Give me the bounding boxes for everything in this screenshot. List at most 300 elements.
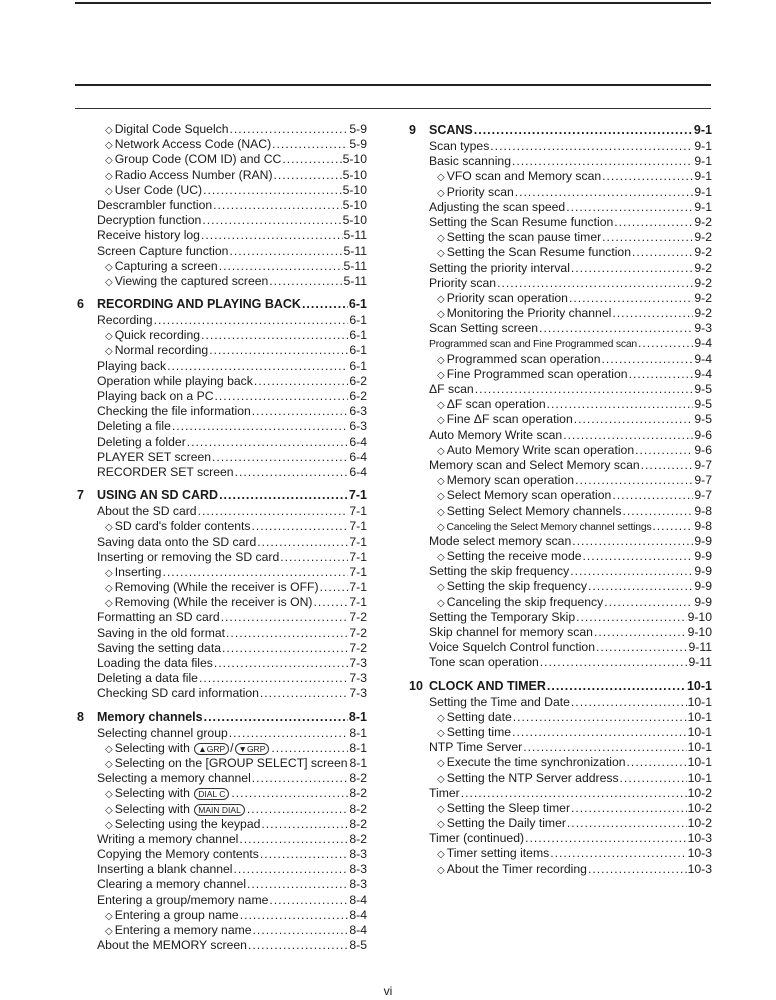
entry-page: 9-10: [687, 609, 712, 624]
toc-column-left: [77, 122, 367, 960]
entry-title: [97, 832, 238, 847]
entry-page: 9-3: [694, 321, 712, 336]
entry-label: Auto Memory Write scan operation: [446, 442, 635, 457]
entry-title: [437, 397, 546, 413]
entry-label: Priority scan: [429, 275, 497, 290]
toc-entry[interactable]: [409, 458, 712, 473]
dot-leader: [566, 200, 693, 215]
entry-page: 6-1: [349, 358, 367, 373]
dot-leader: [230, 122, 349, 137]
entry-page: 7-1: [349, 504, 367, 519]
toc-entry[interactable]: [77, 923, 367, 938]
toc-entry[interactable]: [77, 465, 367, 480]
toc-entry[interactable]: [77, 228, 367, 243]
entry-page: 9-7: [694, 457, 712, 472]
toc-entry[interactable]: [409, 816, 712, 831]
toc-entry[interactable]: [77, 374, 367, 389]
entry-page: 7-1: [349, 564, 367, 579]
toc-entry[interactable]: [409, 862, 712, 877]
toc-entry[interactable]: [409, 397, 712, 412]
entry-title: [429, 382, 474, 397]
dot-leader: [260, 686, 348, 701]
toc-entry[interactable]: [409, 291, 712, 306]
toc-entry[interactable]: [77, 359, 367, 374]
toc-entry[interactable]: [77, 535, 367, 550]
dot-leader: [602, 169, 693, 184]
toc-entry[interactable]: [409, 276, 712, 291]
toc-entry[interactable]: [409, 846, 712, 861]
toc-entry[interactable]: [77, 641, 367, 656]
toc-entry[interactable]: [77, 419, 367, 434]
entry-page: 10-1: [687, 694, 712, 709]
entry-label: Fine ΔF scan operation: [446, 412, 573, 427]
entry-title: [429, 337, 637, 352]
entry-page: 5-11: [343, 243, 367, 258]
entry-page: 5-10: [342, 182, 367, 197]
entry-title: [437, 306, 611, 322]
entry-label: Basic scanning: [429, 154, 511, 169]
entry-page: 5-11: [343, 258, 367, 273]
dot-leader: [239, 832, 348, 847]
dot-leader: [187, 435, 349, 450]
toc-entry[interactable]: [409, 352, 712, 367]
entry-page: 9-9: [694, 533, 712, 548]
entry-page: 5-10: [342, 197, 367, 212]
entry-page: 10-2: [687, 800, 712, 815]
diamond-bullet-icon: ◇: [105, 125, 113, 136]
entry-page: 5-10: [342, 213, 367, 228]
entry-label: Setting the Sleep timer: [446, 800, 571, 815]
entry-title: [437, 443, 634, 459]
entry-title: [437, 520, 651, 535]
diamond-bullet-icon: ◇: [105, 331, 113, 343]
entry-label: Copying the Memory contents: [97, 847, 259, 862]
toc-entry[interactable]: [77, 389, 367, 404]
dot-leader: [572, 534, 693, 549]
entry-page: 7-3: [349, 671, 367, 686]
toc-entry[interactable]: [77, 328, 367, 343]
toc-entry[interactable]: [409, 549, 712, 564]
toc-entry[interactable]: [77, 435, 367, 450]
entry-label: Priority scan: [446, 184, 514, 199]
entry-label: Radio Access Number (RAN): [114, 167, 273, 182]
entry-label: Timer setting items: [446, 846, 550, 861]
dot-leader: [209, 343, 348, 358]
entry-title: [105, 741, 270, 757]
entry-title: [429, 695, 570, 710]
toc-entry[interactable]: [409, 564, 712, 579]
entry-title: [437, 352, 600, 368]
entry-title: [437, 710, 512, 726]
dot-leader: [569, 291, 693, 306]
toc-entry[interactable]: [409, 710, 712, 725]
dot-leader: [512, 154, 693, 169]
toc-entry[interactable]: [77, 198, 367, 213]
entry-label: Loading the data files: [97, 656, 213, 670]
dot-leader: [269, 893, 348, 908]
entry-label: Select Memory scan operation: [446, 488, 612, 503]
dot-leader: [567, 816, 687, 831]
entry-page: 7-1: [349, 534, 367, 549]
entry-title: [105, 756, 348, 772]
toc-entry[interactable]: [77, 183, 367, 198]
entry-page: 9-10: [687, 625, 712, 639]
entry-label: Selecting channel group: [97, 725, 228, 740]
toc-entry[interactable]: [77, 168, 367, 183]
toc-entry[interactable]: [409, 655, 712, 670]
toc-entry[interactable]: [77, 656, 367, 671]
entry-label: About the Timer recording: [446, 861, 587, 876]
entry-title: [97, 862, 233, 877]
toc-entry[interactable]: [409, 695, 712, 710]
entry-page: 7-1: [349, 519, 367, 534]
toc-entry[interactable]: [409, 610, 712, 625]
toc-entry[interactable]: [409, 786, 712, 801]
entry-title: [97, 313, 153, 328]
toc-entry[interactable]: [77, 726, 367, 741]
dot-leader: [602, 230, 693, 245]
entry-title: [437, 549, 582, 565]
dot-leader: [235, 465, 349, 480]
entry-page: 8-1: [349, 755, 368, 770]
entry-title: [105, 343, 208, 359]
entry-title: [429, 655, 539, 670]
toc-entry[interactable]: [77, 686, 367, 701]
entry-label: Memory scan operation: [446, 473, 575, 488]
entry-page: 9-4: [694, 336, 712, 351]
toc-entry[interactable]: [77, 519, 367, 534]
toc-entry[interactable]: [77, 817, 367, 832]
entry-label: Memory scan and Select Memory scan: [429, 457, 640, 472]
entry-page: 7-1: [349, 549, 367, 564]
dot-leader: [212, 450, 348, 465]
toc-entry[interactable]: [77, 893, 367, 908]
toc-entry[interactable]: [409, 261, 712, 276]
toc-entry[interactable]: [409, 519, 712, 534]
diamond-bullet-icon: ◇: [437, 506, 445, 518]
entry-page: 9-9: [694, 594, 712, 609]
toc-entry[interactable]: [77, 938, 367, 953]
entry-label: Removing (While the receiver is ON): [114, 595, 313, 610]
entry-page: 10-1: [687, 709, 712, 724]
entry-title: [429, 428, 562, 443]
entry-label: VFO scan and Memory scan: [446, 169, 602, 184]
toc-entry[interactable]: [77, 137, 367, 152]
toc-entry[interactable]: [409, 771, 712, 786]
entry-title: [105, 923, 252, 939]
entry-page: 6-4: [349, 434, 367, 449]
diamond-bullet-icon: ◇: [105, 276, 113, 288]
diamond-bullet-icon: ◇: [437, 712, 445, 724]
entry-title: [105, 519, 250, 535]
toc-entry[interactable]: [77, 259, 367, 274]
entry-page: 6-2: [349, 373, 367, 388]
toc-entry[interactable]: [409, 185, 712, 200]
toc-section-heading[interactable]: [77, 296, 367, 313]
toc-entry[interactable]: [409, 443, 712, 458]
entry-title: [97, 656, 213, 671]
dot-leader: [201, 328, 348, 343]
entry-label: Removing (While the receiver is OFF): [114, 580, 319, 595]
toc-entry[interactable]: [409, 504, 712, 519]
entry-page: 6-1: [349, 328, 367, 343]
toc-section-heading[interactable]: [77, 487, 367, 504]
toc-entry[interactable]: [409, 200, 712, 215]
entry-title: [429, 321, 538, 336]
dot-leader: [231, 786, 348, 801]
toc-entry[interactable]: [77, 877, 367, 892]
diamond-bullet-icon: ◇: [105, 598, 113, 610]
toc-entry[interactable]: [77, 847, 367, 862]
entry-label: Normal recording: [114, 343, 209, 358]
toc-entry[interactable]: [77, 610, 367, 625]
entry-label: Setting the skip frequency: [446, 579, 587, 594]
entry-title: [105, 786, 230, 802]
toc-entry[interactable]: [409, 169, 712, 184]
entry-page: 9-6: [694, 427, 712, 442]
page-number: vi: [383, 984, 393, 998]
entry-page: 10-1: [687, 724, 712, 739]
entry-title: [97, 641, 221, 656]
entry-page: 8-3: [349, 847, 367, 862]
toc-entry[interactable]: [77, 504, 367, 519]
entry-label: Setting time: [446, 724, 512, 739]
entry-title: [437, 579, 587, 595]
toc-entry[interactable]: [409, 230, 712, 245]
entry-page: 9-2: [694, 230, 712, 245]
entry-title: [97, 244, 228, 259]
dot-leader: [201, 228, 343, 243]
dot-leader: [214, 656, 349, 671]
entry-title: [105, 595, 312, 611]
toc-entry[interactable]: [77, 313, 367, 328]
dot-leader: [629, 367, 694, 382]
entry-title: [437, 473, 574, 489]
entry-label: About the MEMORY screen: [97, 938, 247, 953]
toc-entry[interactable]: [77, 862, 367, 877]
entry-page: 6-3: [349, 419, 367, 434]
toc-entry[interactable]: [77, 404, 367, 419]
entry-label: Entering a group/memory name: [97, 892, 269, 907]
dot-leader: [570, 564, 693, 579]
entry-page: 8-4: [349, 923, 367, 937]
toc-entry[interactable]: [77, 580, 367, 595]
entry-label: Selecting with: [114, 801, 190, 816]
entry-label: Setting the Scan Resume function: [429, 214, 614, 229]
section-number: 9: [409, 123, 416, 137]
toc-entry[interactable]: [77, 626, 367, 641]
toc-entry[interactable]: [409, 831, 712, 846]
entry-label: Playing back on a PC: [97, 389, 214, 403]
toc-entry[interactable]: [409, 321, 712, 336]
diamond-bullet-icon: ◇: [105, 743, 113, 755]
section-number: 7: [77, 488, 84, 503]
toc-entry[interactable]: [409, 579, 712, 594]
entry-label: Skip channel for memory scan: [429, 625, 593, 639]
entry-page: 9-2: [694, 214, 712, 229]
dot-leader: [154, 313, 349, 328]
diamond-bullet-icon: ◇: [105, 583, 113, 595]
entry-label: Selecting using the keypad: [114, 816, 261, 831]
dot-leader: [596, 640, 688, 655]
diamond-bullet-icon: ◇: [437, 293, 445, 305]
toc-section-heading[interactable]: [409, 678, 712, 695]
toc-entry[interactable]: [77, 786, 367, 801]
diamond-bullet-icon: ◇: [437, 369, 445, 381]
diamond-bullet-icon: ◇: [105, 155, 113, 167]
entry-label: ΔF scan operation: [446, 397, 546, 412]
dot-leader: [490, 139, 693, 154]
entry-label: Execute the time synchronization: [446, 755, 626, 770]
diamond-bullet-icon: ◇: [105, 170, 113, 182]
entry-page: 9-9: [694, 564, 712, 579]
toc-entry[interactable]: [409, 488, 712, 503]
toc-entry[interactable]: [77, 771, 367, 786]
dot-leader: [274, 168, 342, 183]
toc-entry[interactable]: [77, 450, 367, 465]
diamond-bullet-icon: ◇: [437, 476, 445, 488]
toc-entry[interactable]: [409, 625, 712, 640]
toc-entry[interactable]: [409, 245, 712, 260]
entry-title: [97, 228, 200, 243]
toc-entry[interactable]: [409, 367, 712, 382]
toc-entry[interactable]: [77, 274, 367, 289]
toc-entry[interactable]: [77, 595, 367, 610]
toc-entry[interactable]: [409, 473, 712, 488]
toc-section-heading[interactable]: [77, 709, 367, 726]
dot-leader: [523, 740, 686, 755]
entry-title: [97, 198, 212, 213]
toc-entry[interactable]: [77, 908, 367, 923]
entry-label: Setting the skip frequency: [429, 564, 570, 579]
diamond-bullet-icon: ◇: [105, 758, 113, 770]
toc-section: [409, 122, 712, 671]
toc-entry[interactable]: [77, 565, 367, 580]
dot-leader: [198, 504, 349, 519]
toc-section: [77, 122, 367, 289]
entry-page: 9-9: [694, 549, 712, 564]
toc-entry[interactable]: [409, 139, 712, 154]
dot-leader: [547, 397, 694, 412]
dot-leader: [638, 336, 693, 351]
entry-page: 6-2: [349, 389, 367, 403]
entry-page: 8-2: [349, 831, 367, 846]
toc-entry[interactable]: [409, 306, 712, 321]
entry-label: Timer (continued): [429, 831, 525, 846]
entry-title: [97, 671, 198, 686]
toc-entry[interactable]: [77, 213, 367, 228]
entry-title: [97, 374, 253, 389]
entry-label: Deleting a file: [97, 419, 171, 434]
toc-entry[interactable]: [77, 741, 367, 756]
dot-leader: [229, 726, 349, 741]
toc-entry[interactable]: [77, 671, 367, 686]
dot-leader: [539, 321, 693, 336]
toc-entry[interactable]: [409, 640, 712, 655]
entry-title: [97, 404, 251, 419]
entry-label: Viewing the captured screen: [114, 273, 269, 288]
entry-page: 9-1: [694, 199, 712, 214]
toc-entry[interactable]: [409, 534, 712, 549]
toc-entry[interactable]: [409, 740, 712, 755]
entry-title: [105, 122, 229, 138]
toc-entry[interactable]: [409, 428, 712, 443]
entry-title: [97, 435, 186, 450]
toc-entry[interactable]: [409, 336, 712, 351]
section-number: 8: [77, 709, 84, 724]
dot-leader: [272, 137, 348, 152]
entry-title: [97, 877, 246, 892]
dot-leader: [254, 374, 349, 389]
entry-title: [105, 580, 319, 596]
entry-label: Priority scan operation: [446, 290, 568, 305]
toc-section-heading[interactable]: [409, 122, 712, 139]
entry-page: 9-6: [694, 442, 712, 457]
section-title: Memory channels: [97, 709, 203, 724]
entry-page: 9-2: [694, 275, 712, 290]
entry-title: [429, 786, 460, 801]
entry-title: [105, 183, 202, 199]
toc-entry[interactable]: [409, 755, 712, 770]
entry-title: [97, 504, 197, 519]
key-badge: ▼GRP: [235, 743, 270, 755]
entry-title: [97, 726, 228, 741]
entry-label: Voice Squelch Control function: [429, 640, 595, 655]
toc-entry[interactable]: [409, 595, 712, 610]
entry-label: Scan Setting screen: [429, 321, 539, 336]
entry-title: [429, 740, 522, 755]
toc-entry[interactable]: [77, 122, 367, 137]
toc-entry[interactable]: [77, 343, 367, 358]
toc-entry[interactable]: [77, 756, 367, 771]
entry-title: [437, 230, 601, 246]
section-page: 9-1: [693, 123, 712, 137]
toc-entry[interactable]: [77, 244, 367, 259]
toc-entry[interactable]: [77, 152, 367, 167]
entry-page: 7-2: [349, 610, 367, 625]
dot-leader: [632, 245, 693, 260]
toc-entry[interactable]: [409, 215, 712, 230]
entry-page: 9-5: [694, 397, 712, 412]
toc-entry[interactable]: [77, 550, 367, 565]
dot-leader: [213, 198, 341, 213]
dot-leader: [313, 595, 348, 610]
toc-entry[interactable]: [77, 802, 367, 817]
dot-leader: [203, 183, 342, 198]
dot-leader: [221, 610, 349, 625]
toc-entry[interactable]: [409, 382, 712, 397]
toc-entry[interactable]: [409, 801, 712, 816]
diamond-bullet-icon: ◇: [437, 445, 445, 457]
diamond-bullet-icon: ◇: [437, 491, 445, 503]
entry-label: Inserting: [114, 564, 162, 579]
entry-label: Entering a group name: [114, 907, 239, 922]
diamond-bullet-icon: ◇: [437, 849, 445, 861]
toc-entry[interactable]: [409, 412, 712, 427]
entry-title: [437, 755, 626, 771]
entry-label: Tone scan operation: [429, 655, 539, 670]
entry-title: [437, 291, 568, 307]
entry-label: Operation while playing back: [97, 373, 253, 388]
dot-leader: [575, 473, 693, 488]
toc-entry[interactable]: [409, 154, 712, 169]
dot-leader: [280, 550, 348, 565]
entry-title: [437, 367, 628, 383]
toc-entry[interactable]: [409, 725, 712, 740]
dot-leader: [588, 579, 693, 594]
toc-entry[interactable]: [77, 832, 367, 847]
entry-page: 10-3: [687, 846, 712, 861]
